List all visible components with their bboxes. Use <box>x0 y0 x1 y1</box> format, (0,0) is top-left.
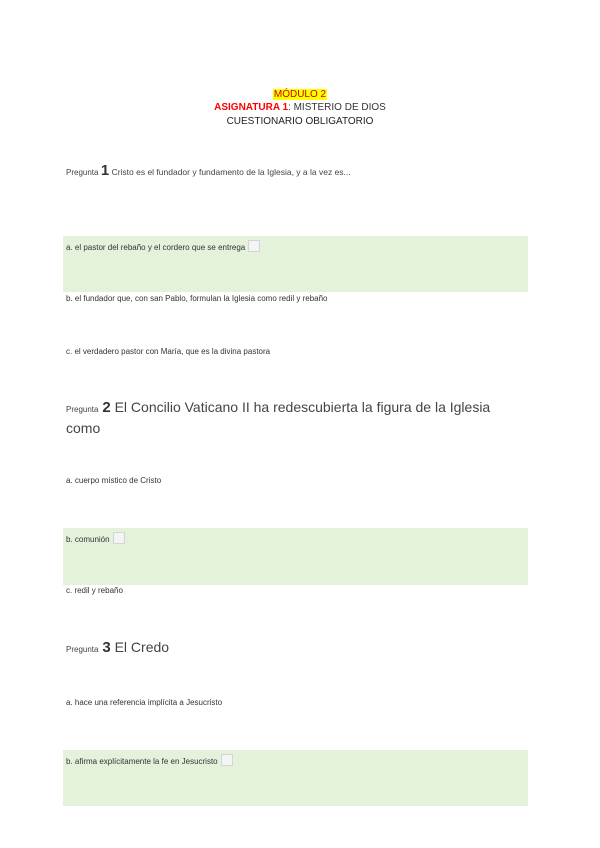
questionnaire-title: CUESTIONARIO OBLIGATORIO <box>226 116 374 127</box>
subject-label: ASIGNATURA 1 <box>214 102 289 113</box>
answer-text: b. comunión <box>66 535 110 544</box>
question-prefix: Pregunta <box>66 645 99 654</box>
answer-option[interactable]: c. el verdadero pastor con María, que es la divina pastora <box>66 347 271 356</box>
checkbox-icon[interactable] <box>248 240 260 252</box>
answer-option-selected[interactable] <box>63 528 528 585</box>
answer-text: a. el pastor del rebaño y el cordero que se entrega <box>66 243 246 252</box>
question-1 <box>66 162 536 179</box>
answer-text: b. afirma explícitamente la fe en Jesucristo <box>66 757 218 766</box>
question-number: 3 <box>102 639 111 656</box>
question-text-continued: como <box>66 420 101 436</box>
answer-option-selected[interactable] <box>63 236 528 292</box>
question-prefix: Pregunta <box>66 405 99 414</box>
subject-name: : MISTERIO DE DIOS <box>288 102 386 113</box>
subject-line <box>0 101 600 114</box>
answer-option[interactable]: a. hace una referencia implícita a Jesucristo <box>66 698 223 707</box>
question-text: El Concilio Vaticano II ha redescubierta la figura de la Iglesia <box>114 399 491 415</box>
question-text: El Credo <box>114 639 170 655</box>
answer-option[interactable]: c. redil y rebaño <box>66 586 123 595</box>
module-title-text: MÓDULO 2 <box>273 89 327 100</box>
checkbox-icon[interactable] <box>221 754 233 766</box>
answer-option[interactable]: a. cuerpo místico de Cristo <box>66 476 162 485</box>
question-3 <box>66 638 536 659</box>
checkbox-icon[interactable] <box>113 532 125 544</box>
question-2 <box>66 398 536 438</box>
answer-option-selected[interactable] <box>63 750 528 806</box>
question-number: 2 <box>102 399 111 416</box>
module-title <box>0 88 600 101</box>
question-text: Cristo es el fundador y fundamento de la Iglesia, y a la vez es... <box>111 167 351 177</box>
question-number: 1 <box>100 162 110 179</box>
answer-option[interactable]: b. el fundador que, con san Pablo, formulan la Iglesia como redil y rebaño <box>66 294 328 303</box>
question-prefix: Pregunta <box>66 168 99 177</box>
